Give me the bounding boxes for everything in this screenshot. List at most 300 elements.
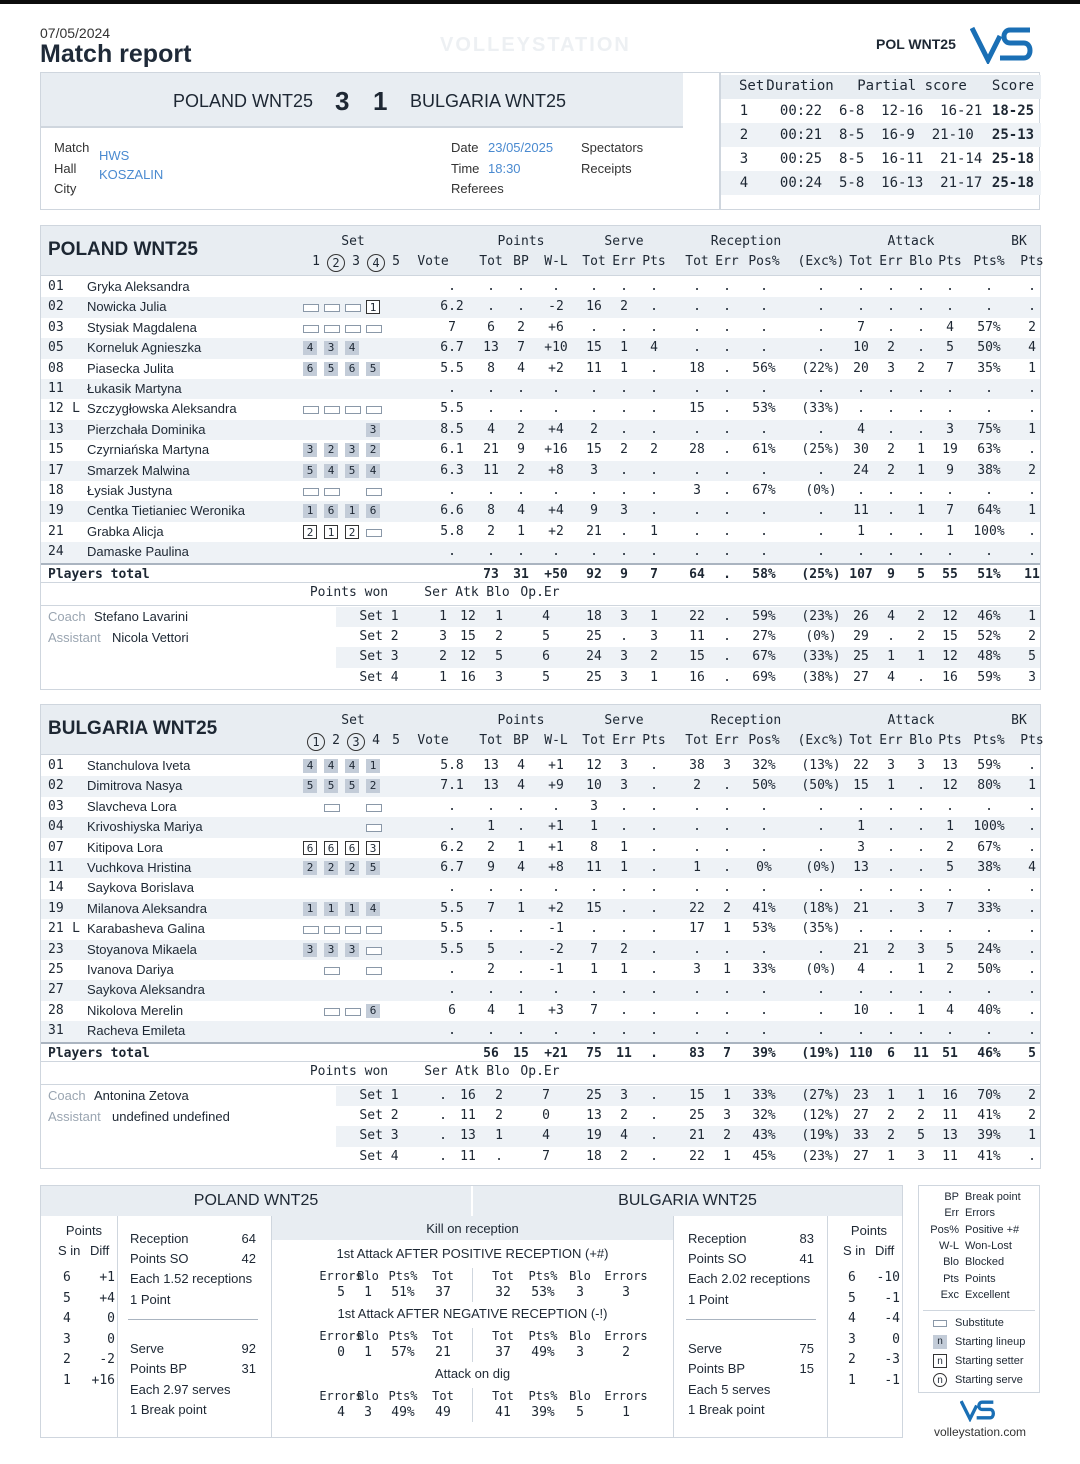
stat-cell: .: [517, 381, 525, 396]
set-stat-cell: 4: [542, 608, 550, 624]
libero-marker: L: [72, 921, 80, 937]
stat-cell: .: [917, 483, 925, 498]
rotation-number: 5: [848, 1290, 856, 1306]
player-name: Stysiak Magdalena: [87, 319, 197, 335]
stat-cell: +4: [548, 503, 564, 519]
stat-cell: .: [760, 1002, 768, 1018]
stat-cell: 3: [620, 778, 628, 794]
stat-cell: +1: [548, 819, 564, 835]
stat-cell: .: [1028, 544, 1036, 560]
set-stat-cell: 59%: [977, 669, 1001, 685]
player-row: [41, 542, 1040, 562]
stat-cell: .: [917, 299, 925, 315]
attack-block-title: 1st Attack AFTER POSITIVE RECEPTION (+#): [336, 1246, 609, 1261]
stat-cell: 3: [887, 360, 895, 376]
stat-cell: +9: [548, 778, 564, 794]
divider: [686, 1319, 816, 1320]
diff-label: Diff: [875, 1243, 895, 1258]
total-cell: 51%: [977, 566, 1001, 582]
set-stat-cell: 43%: [752, 1128, 776, 1144]
stat-cell: 1: [917, 1002, 925, 1018]
lineup-box: 4: [324, 759, 338, 773]
set-stat-cell: 25: [689, 1108, 705, 1123]
stat-cell: .: [985, 401, 993, 417]
set-stat-cell: 16: [942, 669, 958, 685]
set-stat-cell: 32%: [752, 1108, 776, 1123]
stat-cell: (0%): [805, 483, 837, 498]
stat-cell: 1: [517, 839, 525, 855]
stat-cell: .: [917, 319, 925, 335]
set-stat-cell: 22: [689, 608, 705, 624]
player-row: [41, 940, 1040, 960]
lineup-box: [324, 300, 338, 314]
stat-cell: .: [552, 1023, 560, 1039]
stat-cell: .: [552, 401, 560, 417]
stat-cell: .: [552, 483, 560, 498]
s-in-label: S in: [843, 1243, 866, 1258]
lineup-box: [345, 321, 359, 335]
attack-header: Attack: [887, 713, 935, 728]
stat-cell: 8: [590, 839, 598, 855]
player-row: [41, 501, 1040, 521]
players-total-row: [41, 563, 1040, 583]
stat-cell: 5: [487, 941, 495, 957]
attack-val-left: 4: [337, 1405, 345, 1420]
stat-cell: .: [1028, 299, 1036, 315]
total-cell: 11: [616, 1045, 632, 1061]
stat-cell: (22%): [801, 360, 841, 376]
stat-cell: 15: [586, 340, 602, 356]
set-stat-cell: 3: [620, 669, 628, 685]
stat-cell: +1: [548, 758, 564, 773]
player-name: Ivanova Dariya: [87, 962, 174, 977]
set-stat-cell: 16: [689, 669, 705, 685]
sets-table-header: [721, 75, 1041, 99]
rotation-number: 5: [63, 1290, 71, 1306]
total-cell: 5: [917, 566, 925, 582]
lineup-box: [345, 922, 359, 936]
team-code: POL WNT25: [876, 36, 956, 52]
stat-cell: .: [917, 421, 925, 437]
stat-cell: .: [857, 982, 865, 998]
stat-cell: .: [946, 921, 954, 937]
player-number: 27: [48, 982, 64, 998]
player-row: [41, 878, 1040, 898]
stat-cell: +3: [548, 1002, 564, 1018]
stat-cell: .: [650, 1023, 658, 1039]
stat-cell: .: [650, 1002, 658, 1018]
total-cell: 9: [887, 566, 895, 582]
sub-header: Pos%: [748, 733, 780, 748]
stat-cell: .: [985, 921, 993, 937]
match-info: [40, 72, 720, 210]
stat-cell: -2: [548, 941, 564, 957]
set-stat-cell: 69%: [752, 669, 776, 685]
summary-panel: [40, 1185, 903, 1438]
stat-cell: 7: [487, 900, 495, 916]
stat-cell: 2: [887, 340, 895, 356]
legend-substitute: Substitute: [955, 1317, 1004, 1329]
stat-cell: .: [517, 279, 525, 294]
stat-cell: .: [723, 421, 731, 437]
set-number: [366, 254, 386, 272]
stat-cell: .: [620, 381, 628, 396]
stat-cell: .: [552, 798, 560, 814]
players-total-label: Players total: [48, 1045, 150, 1061]
stat-cell: .: [650, 880, 658, 896]
stat-cell: 6.3: [440, 462, 464, 478]
stat-cell: .: [817, 880, 825, 896]
stat-cell: .: [857, 544, 865, 560]
stat-cell: .: [650, 900, 658, 916]
stat-cell: 4: [517, 758, 525, 773]
set-stat-cell: Set 1: [359, 608, 399, 624]
away-team: BULGARIA WNT25: [410, 91, 567, 111]
stat-cell: .: [723, 279, 731, 294]
sub-header: Tot: [685, 254, 709, 269]
stat-each_serve: Each 2.97 serves: [130, 1382, 231, 1397]
player-row: [41, 1021, 1040, 1041]
stat-cell: .: [650, 860, 658, 875]
set-stat-cell: 3: [620, 608, 628, 624]
stat-cell: 24: [853, 462, 869, 478]
stat-cell: .: [517, 401, 525, 417]
set-stat-cell: 41%: [977, 1108, 1001, 1123]
sub-header: Pts: [938, 733, 962, 748]
player-name: Szczygłowska Aleksandra: [87, 401, 237, 417]
player-row: [41, 858, 1040, 878]
stat-cell: (18%): [801, 900, 841, 916]
bk-header: BK: [1011, 713, 1027, 728]
stat-cell: 6: [448, 1002, 456, 1018]
stat-cell: 21: [586, 523, 602, 539]
set-stat-cell: .: [917, 669, 925, 685]
stat-cell: .: [760, 1023, 768, 1039]
stat-cell: 75%: [977, 421, 1001, 437]
lineup-box: [324, 1004, 338, 1018]
set-stat-cell: 1: [723, 1087, 731, 1103]
set-stat-cell: 52%: [977, 629, 1001, 644]
total-cell: 55: [942, 566, 958, 582]
player-name: Stanchulova Iveta: [87, 758, 191, 773]
set-number: 2: [332, 733, 340, 748]
stat-cell: .: [723, 839, 731, 855]
set-stat-cell: 18: [586, 1148, 602, 1164]
stat-cell: .: [517, 921, 525, 937]
sub-header: Err: [879, 254, 903, 269]
stat-cell: 38%: [977, 860, 1001, 875]
stat-cell: +2: [548, 360, 564, 376]
stat-cell: 59%: [977, 758, 1001, 773]
stat-cell: 7: [946, 360, 954, 376]
stat-cell: .: [817, 982, 825, 998]
stat-cell: 5.5: [440, 360, 464, 376]
stat-cell: .: [620, 462, 628, 478]
sub-header: Err: [612, 254, 636, 269]
stat-cell: .: [552, 982, 560, 998]
legend-desc: Won-Lost: [965, 1239, 1012, 1252]
lineup-box: [324, 800, 338, 814]
stat-cell: 1: [517, 523, 525, 539]
player-row: [41, 359, 1040, 379]
stat-cell: 2: [650, 442, 658, 458]
stat-cell: .: [590, 544, 598, 560]
divider: [827, 1216, 828, 1438]
set-stat-cell: 3: [917, 1148, 925, 1164]
lineup-box: [303, 922, 317, 936]
stat-cell: .: [760, 503, 768, 519]
set-number: [306, 733, 326, 751]
set-stat-cell: 41%: [977, 1148, 1001, 1164]
stat-cell: 21: [853, 900, 869, 916]
attack-val-left: 5: [337, 1285, 345, 1300]
stat-serve: Serve: [130, 1341, 164, 1356]
set-stat-cell: 15: [689, 1087, 705, 1103]
rotation-number: 4: [848, 1311, 856, 1326]
player-name: Krivoshiyska Mariya: [87, 819, 203, 835]
legend-desc: Points: [965, 1272, 996, 1285]
reception-header: Reception: [710, 234, 782, 249]
stat-cell: .: [817, 462, 825, 478]
set-stat-cell: 2: [495, 1087, 503, 1103]
stat-cell: .: [857, 299, 865, 315]
stat-cell: .: [887, 1023, 895, 1039]
stat-cell: .: [620, 421, 628, 437]
stat-cell: 50%: [977, 340, 1001, 356]
lineup-box: [303, 321, 317, 335]
set-stat-cell: 1: [917, 649, 925, 665]
stat-cell: .: [723, 442, 731, 458]
lineup-box: [366, 402, 380, 416]
legend-swatch-starting_lineup: n: [933, 1335, 947, 1349]
rotation-number: 3: [63, 1331, 71, 1347]
attack-val-left: 3: [364, 1405, 372, 1420]
set-stat-cell: 70%: [977, 1087, 1001, 1103]
stat-cell: 15: [853, 778, 869, 794]
stat-cell: 61%: [752, 442, 776, 458]
stat-cell: 7: [590, 941, 598, 957]
legend-abbr: W-L: [939, 1239, 959, 1252]
stat-cell: .: [887, 839, 895, 855]
total-cell: 56: [483, 1045, 499, 1061]
stat-cell: 8: [487, 503, 495, 519]
player-row: [41, 756, 1040, 776]
stat-cell: 3: [917, 758, 925, 773]
players-total-row: [41, 1042, 1040, 1062]
s-in-label: S in: [58, 1243, 81, 1258]
player-row: [41, 797, 1040, 817]
stat-cell: .: [620, 1023, 628, 1039]
set-stat-cell: 16: [460, 669, 476, 685]
stat-cell: .: [760, 462, 768, 478]
lineup-box: 1: [303, 504, 317, 518]
stat-cell: 1: [590, 819, 598, 835]
sets-table-row: [721, 99, 1041, 123]
home-team: POLAND WNT25: [173, 91, 314, 111]
lineup-box: 3: [366, 841, 380, 855]
player-row: [41, 440, 1040, 460]
stat-value: 41: [799, 1251, 814, 1266]
total-cell: 5: [1028, 1045, 1036, 1061]
rotation-diff: +1: [99, 1270, 115, 1285]
stat-cell: 1: [946, 819, 954, 835]
lineup-box: 6: [324, 504, 338, 518]
stat-cell: 1: [650, 523, 658, 539]
attack-col-left: Tot: [432, 1389, 454, 1403]
set-stat-cell: 6: [542, 649, 550, 665]
stat-cell: .: [650, 819, 658, 835]
stat-value: 15: [799, 1361, 814, 1376]
set-stat-cell: Set 2: [359, 629, 399, 644]
set-stats-row: [336, 1106, 1040, 1126]
player-row: [41, 399, 1040, 419]
attack-val-right: 3: [576, 1345, 584, 1360]
attack-val-right: 1: [622, 1405, 630, 1420]
set-stat-cell: 5: [542, 629, 550, 644]
attack-col-right: Pts%: [528, 1269, 558, 1283]
stat-cell: .: [620, 900, 628, 916]
stat-cell: .: [723, 462, 731, 478]
assistant-name: Nicola Vettori: [112, 629, 189, 645]
lineup-box: 2: [366, 779, 380, 793]
stat-cell: .: [917, 523, 925, 539]
set-stat-cell: 1: [439, 669, 447, 685]
stat-cell: 13: [942, 758, 958, 773]
rotation-diff: 0: [107, 1311, 115, 1326]
stat-cell: 57%: [977, 319, 1001, 335]
player-name: Saykova Aleksandra: [87, 982, 205, 998]
stat-value: 83: [799, 1231, 814, 1246]
stat-cell: .: [760, 982, 768, 998]
total-cell: 46%: [977, 1045, 1001, 1061]
lineup-box: [303, 402, 317, 416]
stat-cell: .: [887, 982, 895, 998]
player-name: Korneluk Agnieszka: [87, 340, 202, 356]
stat-cell: 16: [586, 299, 602, 315]
stat-cell: 64%: [977, 503, 1001, 519]
set-stat-cell: 2: [917, 1108, 925, 1123]
set-header: Set: [341, 713, 365, 728]
stat-cell: .: [760, 941, 768, 957]
set-stat-cell: 5: [917, 1128, 925, 1144]
sub-header: Tot: [582, 254, 606, 269]
stat-cell: 5: [946, 340, 954, 356]
stat-cell: 3: [620, 503, 628, 519]
lineup-box: 2: [324, 861, 338, 875]
stat-cell: 5: [946, 860, 954, 875]
sub-header: Tot: [849, 733, 873, 748]
stat-cell: .: [857, 921, 865, 937]
stat-cell: .: [620, 819, 628, 835]
report-date: 07/05/2024: [40, 25, 111, 41]
points-won-col: Atk: [455, 1063, 479, 1079]
stat-cell: 2: [487, 839, 495, 855]
stat-cell: 1: [487, 819, 495, 835]
stat-cell: 2: [946, 839, 954, 855]
sub-header: Tot: [479, 733, 503, 748]
set-stat-cell: 12: [942, 608, 958, 624]
player-name: Gryka Aleksandra: [87, 279, 190, 294]
attack-col-right: Pts%: [528, 1329, 558, 1343]
match-score-header: [41, 73, 683, 128]
stat-cell: .: [448, 483, 456, 498]
stat-points_bp: Points BP: [688, 1361, 746, 1376]
set-stat-cell: Set 3: [359, 1128, 399, 1144]
stat-cell: .: [817, 523, 825, 539]
set-stat-cell: 3: [650, 629, 658, 644]
set-stat-cell: 11: [942, 1148, 958, 1164]
stat-cell: .: [1028, 1023, 1036, 1039]
stat-cell: .: [946, 401, 954, 417]
stat-cell: +1: [548, 839, 564, 855]
divider: [128, 1319, 258, 1320]
set-stat-cell: 2: [1028, 1108, 1036, 1123]
set-stat-cell: 25: [853, 649, 869, 665]
stat-cell: 2: [487, 523, 495, 539]
stat-cell: 10: [853, 1002, 869, 1018]
stat-cell: 1: [917, 462, 925, 478]
set-stat-cell: 18: [586, 608, 602, 624]
stat-cell: .: [448, 819, 456, 835]
set-stat-cell: 25: [586, 629, 602, 644]
stat-cell: 7: [946, 503, 954, 519]
stat-cell: .: [817, 421, 825, 437]
total-cell: 110: [849, 1045, 873, 1061]
stat-cell: 4: [487, 421, 495, 437]
attack-val-right: 3: [622, 1285, 630, 1300]
stat-cell: 15: [586, 442, 602, 458]
stat-cell: .: [517, 544, 525, 560]
serve-header: Serve: [604, 234, 644, 249]
stat-cell: 1: [620, 340, 628, 356]
set-stat-cell: .: [723, 669, 731, 685]
stat-cell: .: [817, 839, 825, 855]
stat-cell: -1: [548, 962, 564, 977]
lineup-box: [324, 484, 338, 498]
stat-cell: .: [1028, 442, 1036, 458]
stat-cell: 9: [517, 442, 525, 458]
rotation-number: 2: [63, 1352, 71, 1367]
attack-col-left: Blo: [357, 1269, 379, 1283]
stat-cell: .: [946, 279, 954, 294]
date-label: Date: [451, 140, 479, 155]
stat-cell: .: [723, 1002, 731, 1018]
stat-cell: .: [650, 982, 658, 998]
lineup-box: 5: [303, 779, 317, 793]
attack-val-left: 0: [337, 1345, 345, 1360]
stat-each_rec: Each 2.02 receptions: [688, 1271, 811, 1286]
stat-cell: .: [650, 962, 658, 977]
stat-one_bp: 1 Break point: [688, 1402, 765, 1417]
stat-cell: .: [723, 483, 731, 498]
set-stat-cell: 1: [650, 608, 658, 624]
attack-col-left: Pts%: [388, 1269, 418, 1283]
set-stat-cell: 25: [586, 1087, 602, 1103]
set-stat-cell: 15: [460, 629, 476, 644]
player-name: Łukasik Martyna: [87, 381, 182, 396]
sets-table-row: [721, 147, 1041, 171]
set-stat-cell: Set 1: [359, 1087, 399, 1103]
total-cell: 58%: [752, 566, 776, 582]
stat-points_so: Points SO: [688, 1251, 747, 1266]
player-number: 17: [48, 462, 64, 478]
stat-cell: .: [887, 900, 895, 916]
stat-cell: .: [693, 982, 701, 998]
set-stat-cell: 1: [887, 649, 895, 665]
stat-cell: 1: [620, 839, 628, 855]
stat-cell: +10: [544, 340, 568, 356]
set-stat-cell: .: [439, 1108, 447, 1123]
